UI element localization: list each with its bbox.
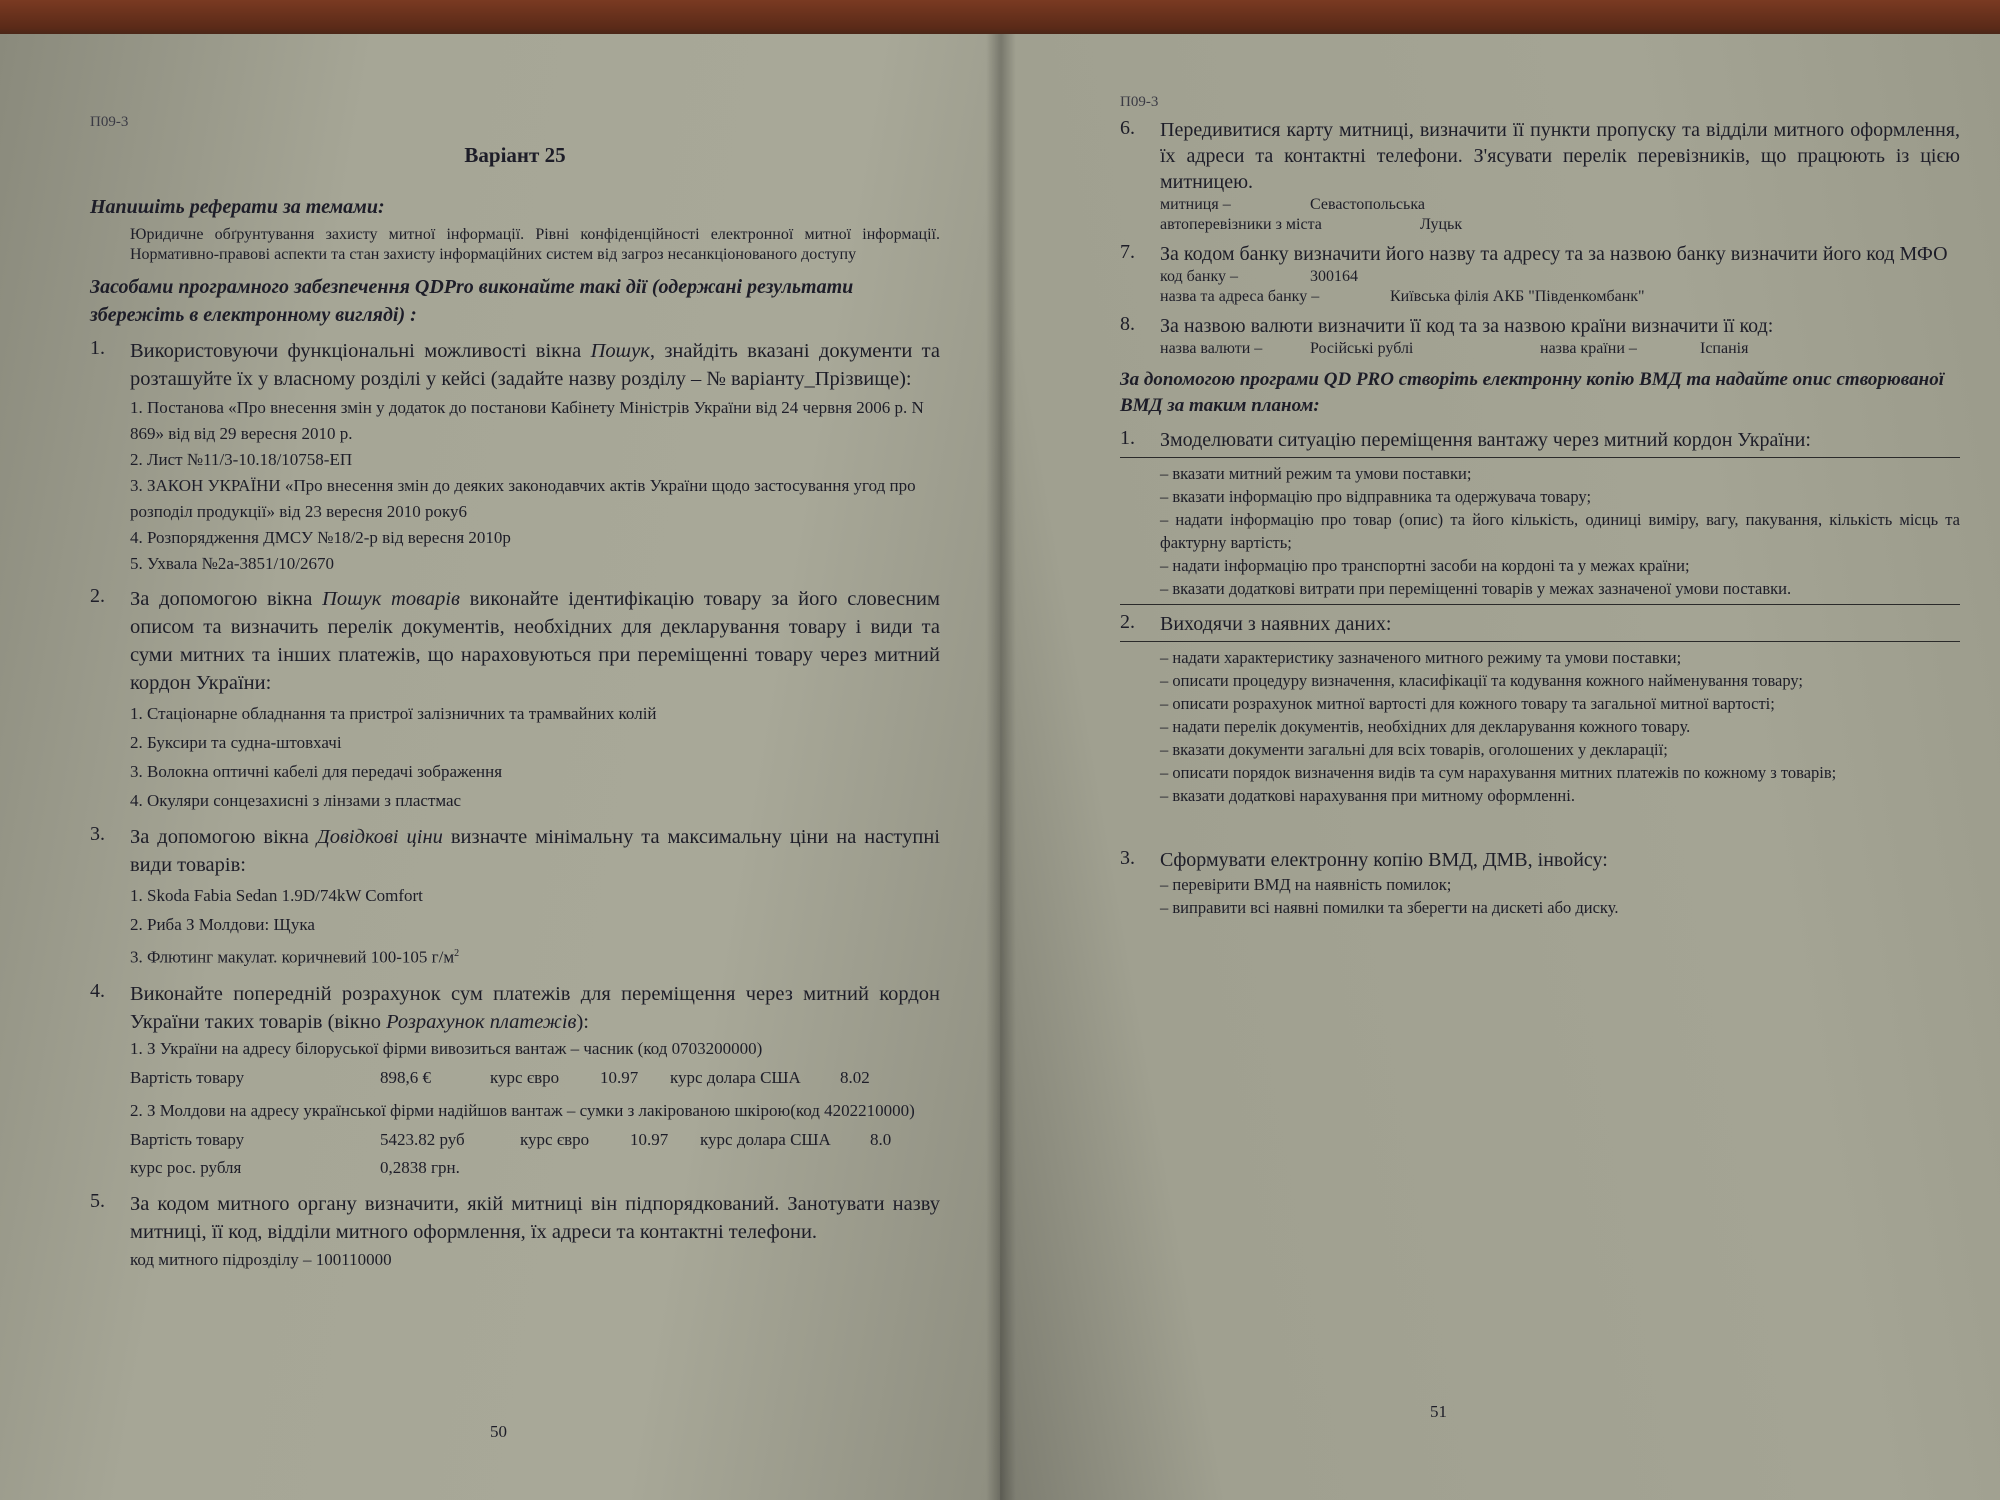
customs-code: код митного підрозділу – 100110000 [130,1249,392,1269]
plan-1-details [1120,457,1960,605]
value: 8.02 [840,1067,870,1087]
book-spread [0,34,2000,1500]
task-text-part: Використовуючи функціональні можливості вікна [130,340,591,362]
task-text-part: За допомогою вікна [130,588,323,610]
plan-number: 1. [1120,427,1135,449]
task-number: 2. [90,585,105,607]
label: назва країни – [1540,340,1637,357]
list-item: 3. ЗАКОН УКРАЇНИ «Про внесення змін до деяких законодавчих актів України щодо застосування угод про розподіл продукції» від 23 вересня 2010 року6 [130,476,916,521]
page-number: 51 [1430,1402,1447,1421]
label: Вартість товару [130,1067,245,1087]
label: курс євро [520,1129,590,1149]
value: 898,6 € [380,1067,431,1087]
plan-item-3 [1120,847,1960,873]
value: 0,2838 грн. [380,1157,460,1177]
list-item: 4. Розпорядження ДМСУ №18/2-р від вересня 2010р [130,528,511,547]
list-item: – описати розрахунок митної вартості для кожного товару та загальної митної вартості; [1160,694,1775,713]
list-item-text: 3. Флютинг макулат. коричневий 100-105 г/м [130,947,455,967]
plan-item-2 [1120,611,1960,642]
list-item: 2. Риба З Молдови: Щука [130,915,315,934]
list-item: 1. Стаціонарне обладнання та пристрої залізничних та трамвайних колій [130,704,657,723]
task-item-2 [90,585,940,697]
plan-3-details [1120,873,1960,919]
value: 5423.82 руб [380,1129,465,1149]
list-item: – вказати документи загальні для всіх товарів, оголошених у декларації; [1160,740,1668,759]
task-item-7 [1120,241,1960,267]
task-text [130,337,940,393]
task-number: 8. [1120,313,1135,335]
label: курс євро [490,1067,560,1087]
window-name: Довідкові ціни [316,826,443,848]
page-number: 50 [490,1422,507,1441]
task-number: 7. [1120,241,1135,263]
plan-text: Змоделювати ситуацію переміщення вантажу через митний кордон України: [1160,429,1811,451]
value: Севастопольська [1310,196,1425,213]
task-number: 1. [90,337,105,359]
list-item: – надати інформацію про транспортні засоби на кордоні та у межах країни; [1160,556,1690,575]
list-item: – надати інформацію про товар (опис) та його кількість, одиниці виміру, вагу, пакування, кількість місць та фактурну вартість; [1160,510,1960,552]
book-gutter [986,34,1016,1500]
window-name: Розрахунок платежів [386,1010,577,1033]
variant-title: Варіант 25 [464,143,566,167]
value: Російські рублі [1310,340,1414,357]
label: Вартість товару [130,1129,245,1149]
label: автоперевізники з міста [1160,216,1322,233]
list-item: 3. Волокна оптичні кабелі для передачі зображення [130,762,503,781]
kv-row [1160,267,1960,287]
plan-text: Сформувати електронну копію ВМД, ДМВ, інвойсу: [1160,849,1608,871]
list-item: 5. Ухвала №2а-3851/10/2670 [130,554,334,573]
case-2-rate [130,1154,940,1182]
list-item: – описати порядок визначення видів та сум нарахування митних платежів по кожному з товарів; [1160,763,1837,782]
task-text [130,980,940,1036]
task-text: За назвою валюти визначити її код та за назвою країни визначити її код: [1160,315,1774,337]
list-item: 2. Буксири та судна-штовхачі [130,733,342,752]
task-text-part: виконайте ідентифікацію товару за його словесним описом та визначить перелік документів, необхідних для декларування товару і види та суми митних та інших платежів, що нараховуються при переміщенні товару через митний кордон України: [130,588,940,694]
list-item: – описати процедуру визначення, класифікації та кодування кожного найменування товару; [1160,671,1804,690]
label: митниця – [1160,196,1231,213]
list-item: 1. Skoda Fabia Sedan 1.9D/74kW Comfort [130,886,423,905]
kv-row [1160,195,1960,215]
goods-list [130,699,940,815]
task-text [130,585,940,697]
task-text: За кодом банку визначити його назву та адресу та за назвою банку визначити його код МФО [1160,243,1948,265]
task-number: 5. [90,1189,105,1212]
label: курс рос. рубля [130,1157,242,1177]
left-page [0,34,1000,1500]
kv-row [1160,215,1960,235]
task-number: 3. [90,823,105,845]
list-item: – вказати митний режим та умови поставки; [1160,464,1472,483]
plan-text: Виходячи з наявних даних: [1160,613,1392,635]
list-item: 2. Лист №11/3-10.18/10758-ЕП [130,450,353,469]
case-1-text: 1. З України на адресу білоруської фірми вивозиться вантаж – часник (код 0703200000) [130,1038,763,1058]
task-item-8 [1120,313,1960,339]
list-item: – вказати додаткові витрати при переміщенні товарів у межах зазначеної умови поставки. [1160,579,1792,598]
case-1-values [130,1064,940,1092]
list-item: – виправити всі наявні помилки та зберегти на дискеті або диску. [1160,898,1619,917]
price-goods-list [130,881,940,972]
label: назва та адреса банку – [1160,288,1320,305]
essay-header: Напишіть реферати за темами: [90,196,385,218]
task-text [130,823,940,879]
label: код банку – [1160,268,1238,285]
list-item: – вказати інформацію про відправника та одержувача товару; [1160,487,1592,506]
list-item: – вказати додаткові нарахування при митному оформленні. [1160,786,1575,805]
task-text-part: За допомогою вікна [130,826,317,848]
task-item-4 [90,980,940,1036]
task-number: 6. [1120,117,1135,139]
value: 300164 [1310,268,1358,285]
qdpro-header: Засобами програмного забезпечення QDPro виконайте такі дії (одержані результати збережіть в електронному вигляді) : [90,276,854,326]
value: Луцьк [1420,216,1463,233]
task-text-part: Виконайте попередній розрахунок сум платежів для переміщення через митний кордон України таких товарів (вікно [130,982,940,1033]
task-text: За кодом митного органу визначити, якій митниці він підпорядкований. Занотувати назву митниці, її код, відділи митного оформлення, їх адреси та контактні телефони. [130,1192,940,1243]
list-item [130,939,940,972]
document-list [130,395,940,577]
value: 10.97 [600,1067,639,1087]
value: Іспанія [1700,340,1749,357]
list-item: 1. Постанова «Про внесення змін у додаток до постанови Кабінету Міністрів України від 24 червня 2006 р. N 869» від від 29 вересня 2010 р. [130,398,924,443]
task-item-5 [90,1190,940,1246]
superscript: 2 [454,948,460,959]
plan-number: 2. [1120,611,1135,633]
window-name: Пошук товарів [322,588,460,610]
case-2-text: 2. З Молдови на адресу української фірми надійшов вантаж – сумки з лакірованою шкірою(код 4202210000) [130,1100,915,1120]
qdpro-plan-header: За допомогою програми QD PRO створіть електронну копію ВМД та надайте опис створюваної ВМД за таким планом: [1120,369,1944,416]
task-text-part: , знайдіть вказані документи та розташуйте їх у власному розділі у кейсі (задайте назву розділу – № варіанту_Прізвище): [130,340,940,390]
list-item: 4. Окуляри сонцезахисні з лінзами з пластмас [130,791,462,810]
essay-text: Юридичне обґрунтування захисту митної інформації. Рівні конфіденційності електронної митної інформації. Нормативно-правові аспекти та стан захисту інформаційних систем від загроз несанкціонованого доступу [130,226,940,263]
page-code: П09-3 [1120,94,1159,110]
right-page [1000,34,2000,1500]
list-item: – надати перелік документів, необхідних для декларування кожного товару. [1160,717,1691,736]
label: назва валюти – [1160,340,1263,357]
task-number: 4. [90,979,105,1002]
plan-2-details [1120,646,1960,807]
task-text-part: визначте мінімальну та максимальну ціни на наступні види товарів: [130,826,940,876]
kv-row [1160,287,1960,307]
case-2-values [130,1126,940,1154]
list-item: – надати характеристику зазначеного митного режиму та умови поставки; [1160,648,1682,667]
plan-number: 3. [1120,847,1135,869]
window-name: Пошук [590,340,650,362]
task-text-part: ): [576,1010,589,1033]
value: 8.0 [870,1129,892,1149]
kv-row [1160,339,1960,359]
list-item: – перевірити ВМД на наявність помилок; [1160,875,1452,894]
value: 10.97 [630,1129,669,1149]
task-text: Передивитися карту митниці, визначити її пункти пропуску та відділи митного оформлення, їх адреси та контактні телефони. З'ясувати перелік перевізників, що працюють із цією митницею. [1160,119,1960,193]
label: курс долара США [670,1067,801,1087]
plan-item-1 [1120,427,1960,453]
task-item-6 [1120,117,1960,195]
value: Київська філія АКБ "Південкомбанк" [1390,288,1645,305]
task-item-1 [90,337,940,393]
page-code: П09-3 [90,114,129,130]
task-item-3 [90,823,940,879]
label: курс долара США [700,1129,831,1149]
